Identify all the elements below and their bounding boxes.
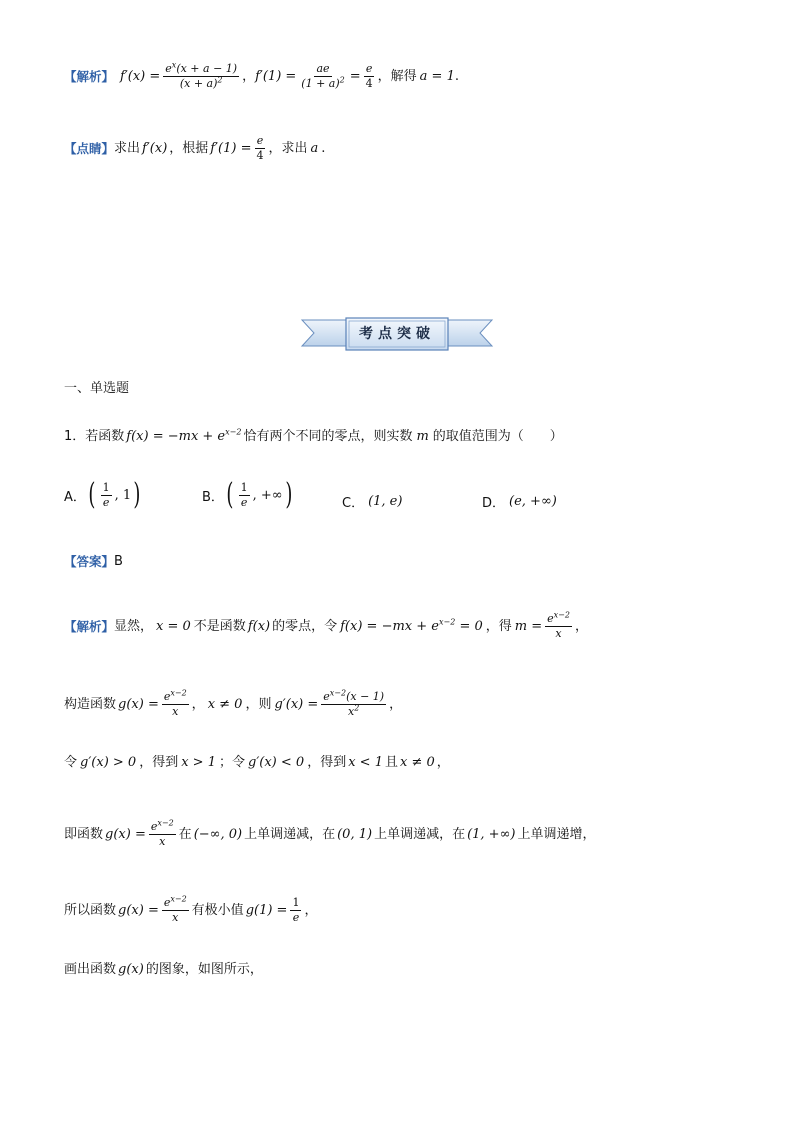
- analysis2-line-4: 即函数 g(x) = $\frac{e^{x-2}}{x}$ 在 (−∞, 0) 上单调递减，在 (0, 1) 上单调递减，在 (1, +∞) 上单调递增，: [64, 818, 596, 848]
- hint-tag: 【点睛】: [64, 140, 115, 156]
- answer-line: [64, 553, 123, 571]
- analysis2-line-3: 令 g′(x) > 0 ，得到 x > 1 ；令 g′(x) < 0 ，得到 x < 1 且 x ≠ 0 ，: [64, 755, 450, 770]
- analysis-tag: 【解析】: [64, 68, 115, 84]
- answer-tag: 【答案】: [64, 554, 115, 569]
- derivative-fraction: $\frac{e^x(x + a - 1)}{(x + a)^2}$: [165, 60, 238, 90]
- f1-lhs: f′(1) =: [255, 68, 297, 84]
- derivative-lhs: f′(x) =: [120, 68, 161, 84]
- option-a[interactable]: A． ( $\frac{1}{e}$ , 1 ): [64, 477, 141, 512]
- analysis-formula-line: 【解析】 f′(x) = $\frac{e^x(x + a - 1)}{(x + a)^2}$ ， f′(1) = $\frac{ae}{(1 + a)^2}$ = $\frac{e}{4}$ ，解得 a = 1 .: [64, 60, 459, 90]
- hint-fraction: $\frac{e}{4}$: [256, 134, 264, 162]
- option-c[interactable]: C． (1, e): [342, 494, 403, 511]
- e-over-4-fraction: $\frac{e}{4}$: [365, 62, 373, 90]
- analysis2-line-2: 构造函数 g(x) = $\frac{e^{x-2}}{x}$ ， x ≠ 0 ，则 g′(x) = $\frac{e^{x-2}(x - 1)}{x^2}$ ，: [64, 688, 403, 718]
- option-b[interactable]: B． ( $\frac{1}{e}$ , +∞ ): [202, 477, 293, 512]
- question-1: 1．若函数 $f(x) = -mx + e^{x-2}$ 恰有两个不同的零点，则实数 m 的取值范围为（ ）: [64, 427, 563, 444]
- result-a: a = 1: [419, 68, 455, 84]
- f1-fraction: $\frac{ae}{(1 + a)^2}$: [301, 62, 345, 90]
- analysis2-tag: 【解析】: [64, 618, 115, 634]
- answer-value: B: [114, 554, 123, 569]
- hint-line: 【点睛】 求出 f′(x) ，根据 f′(1) = $\frac{e}{4}$ ，求出 a .: [64, 134, 326, 162]
- banner-title: 考点突破: [359, 326, 435, 342]
- analysis2-line-1: 【解析】 显然， x = 0 不是函数 f(x) 的零点，令 $f(x) = -mx + e^{x-2} = 0$ ，得 m = $\frac{e^{x-2}}{x}$ ，: [64, 610, 588, 640]
- analysis2-line-6: 画出函数 g(x) 的图象，如图所示，: [64, 962, 263, 977]
- option-d[interactable]: D． (e, +∞): [482, 494, 557, 511]
- section-banner: [300, 316, 494, 352]
- analysis2-line-5: 所以函数 g(x) = $\frac{e^{x-2}}{x}$ 有极小值 g(1) = $\frac{1}{e}$ ，: [64, 894, 318, 924]
- section-heading: 一、单选题: [64, 381, 130, 396]
